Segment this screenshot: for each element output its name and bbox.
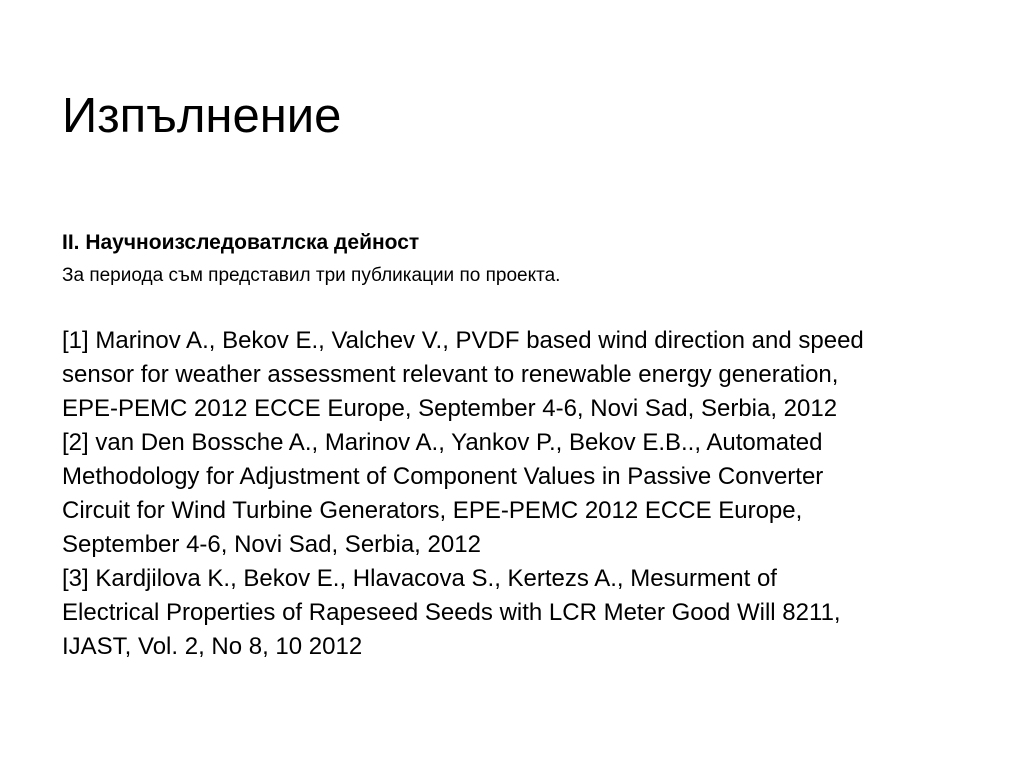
reference-line: [2] van Den Bossche A., Marinov A., Yankov P., Bekov E.B.., Automated	[62, 429, 823, 456]
slide-title: Изпълнение	[62, 89, 342, 143]
reference-line: September 4-6, Novi Sad, Serbia, 2012	[62, 531, 481, 558]
reference-line: Electrical Properties of Rapeseed Seeds with LCR Meter Good Will 8211,	[62, 599, 841, 626]
reference-line: [3] Kardjilova K., Bekov E., Hlavacova S., Kertezs A., Mesurment of	[62, 565, 777, 592]
intro-text: За периода съм представил три публикации по проекта.	[62, 265, 561, 286]
reference-item-2	[62, 426, 1017, 562]
reference-item-3	[62, 562, 1017, 664]
reference-line: [1] Marinov A., Bekov E., Valchev V., PVDF based wind direction and speed	[62, 327, 864, 354]
reference-item-1	[62, 324, 1017, 426]
reference-line: Methodology for Adjustment of Component Values in Passive Converter	[62, 463, 824, 490]
reference-line: IJAST, Vol. 2, No 8, 10 2012	[62, 633, 363, 660]
section-heading: II. Научноизследоватлска дейност	[62, 231, 420, 254]
reference-line: sensor for weather assessment relevant to renewable energy generation,	[62, 361, 839, 388]
reference-list	[62, 324, 1017, 664]
reference-line: Circuit for Wind Turbine Generators, EPE-PEMC 2012 ECCE Europe,	[62, 497, 803, 524]
reference-line: EPE-PEMC 2012 ECCE Europe, September 4-6, Novi Sad, Serbia, 2012	[62, 395, 838, 422]
